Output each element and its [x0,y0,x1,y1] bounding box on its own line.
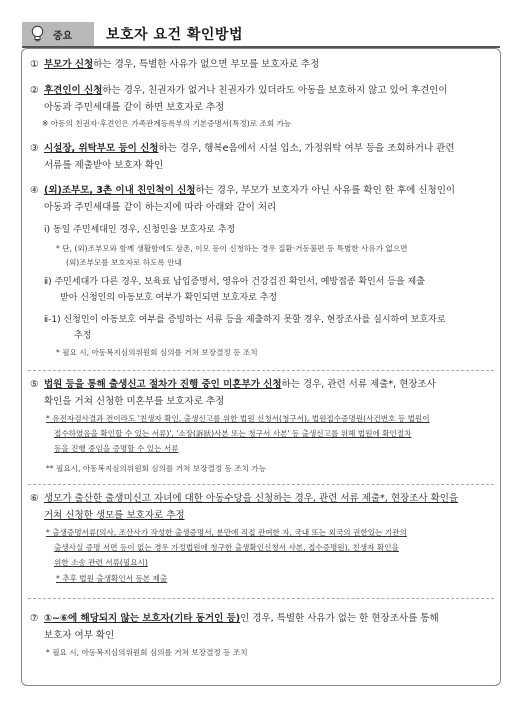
item-5: ⑤ 법원 등을 통해 출생신고 절차가 진행 중인 미혼부가 신청하는 경우, 관련 서류 제출*, 현장조사 확인을 거쳐 신청한 미혼부를 보호자로 추정 [30,379,436,407]
divider [28,484,494,485]
item-4-sub-3-line-2: 추정 [74,331,92,341]
item-4-sub-2-line-2: 받아 신청인의 아동보호 여부가 확인되면 보호자로 추정 [60,293,278,303]
item-3: ③ 시설장, 위탁부모 등이 신청하는 경우, 행복e음에서 시설 입소, 가정위탁 여부 등을 조회하거나 관련 서류를 제출받아 보호자 확인 [30,143,455,171]
item-6: ⑥ 생모가 출산한 출생미신고 자녀에 대한 아동수당을 신청하는 경우, 관련 서류 제출*, 현장조사 확인을 거쳐 신청한 생모를 보호자로 추정 [30,493,459,521]
item-6-note-1: * 출생증명서류(의사, 조산사가 작성한 출생증명서, 분만에 직접 관여한 자, 국내 또는 외국의 권한있는 기관의 [46,528,407,537]
item-4-sub-3-line-1: ⅱ-1) 신청인이 아동보호 여부를 증빙하는 서류 등을 제출하지 못할 경우, 현장조사를 실시하여 보호자로 [44,315,446,325]
item-5-note-1: * 유전자검사결과 전이라도 '친생자 확인, 출생신고를 위한 법원 신청서(청구서), 법원접수증명원(사건번호 등 법원이 [46,414,430,423]
item-4-sub-3-note: * 필요 시, 아동복지심의위원회 심의를 거쳐 보장결정 등 조치 [56,348,258,357]
divider [28,598,494,599]
tag-label: 중요 [53,31,73,42]
lightbulb-icon [30,25,45,42]
divider [28,370,494,371]
item-6-note-2: 출생사실 증명 서면 등이 없는 경우 가정법원에 청구한 출생확인신청서 사본, 접수증명원), 친생자 확인을 [54,543,399,552]
page-title: 보호자 요건 확인방법 [106,27,243,43]
item-4-sub-1-note-2: (외)조부모를 보호자로 하도록 안내 [66,258,182,267]
item-7-note: * 필요 시, 아동복지심의위원회 심의를 거쳐 보장결정 등 조치 [46,648,248,657]
item-2-note: ※ 아동의 친권자·후견인은 가족관계등록부의 기본증명서(특정)로 조회 가능 [42,119,292,128]
item-4-sub-1: ⅰ) 동일 주민세대인 경우, 신청인을 보호자로 추정 [44,225,236,235]
item-6-note-3: 위한 소송 관련 서류(필요시) [54,558,148,567]
section-header [22,22,500,46]
item-4-sub-1-note-1: * 단, (외)조부모와 함께 생활함에도 삼촌, 이모 등이 신청하는 경우 질환·거동불편 등 특별한 사유가 없으면 [56,244,408,253]
important-tag [22,22,94,46]
item-4-sub-2-line-1: ⅱ) 주민세대가 다른 경우, 보육료 납입증명서, 영유아 건강검진 확인서, 예방접종 확인서 등을 제출 [44,277,425,287]
item-7: ⑦ ①~⑥에 해당되지 않는 보호자(기타 동거인 등)인 경우, 특별한 사유가 없는 한 현장조사를 통해 보호자 여부 확인 [30,613,439,641]
item-5-note-2: 접수하였음을 확인할 수 있는 서류)', '소장(訴狀)사본 또는 청구서 사본' 등 출생신고를 위해 법원에 확인절차 [54,429,412,438]
item-2: ② 후견인이 신청하는 경우, 친권자가 없거나 친권자가 있더라도 아동을 보호하지 않고 있어 후견인이 아동과 주민세대를 같이 하면 보호자로 추정 [30,85,448,113]
item-5-note-4: ** 필요시, 아동복지심의위원회 심의를 거쳐 보장결정 등 조치 가능 [46,464,267,473]
item-4: ④ (외)조부모, 3촌 이내 친인척이 신청하는 경우, 부모가 보호자가 아닌 사유를 확인 한 후에 신청인이 아동과 주민세대를 같이 하는지에 따라 아래와 같이 처리 [30,185,456,213]
item-1: ① 부모가 신청하는 경우, 특별한 사유가 없으면 부모를 보호자로 추정 [30,59,320,70]
item-6-note-4: * 추후 법원 출생확인서 등본 제출 [56,574,168,583]
item-5-note-3: 등을 진행 중임을 증명할 수 있는 서류 [54,444,179,453]
